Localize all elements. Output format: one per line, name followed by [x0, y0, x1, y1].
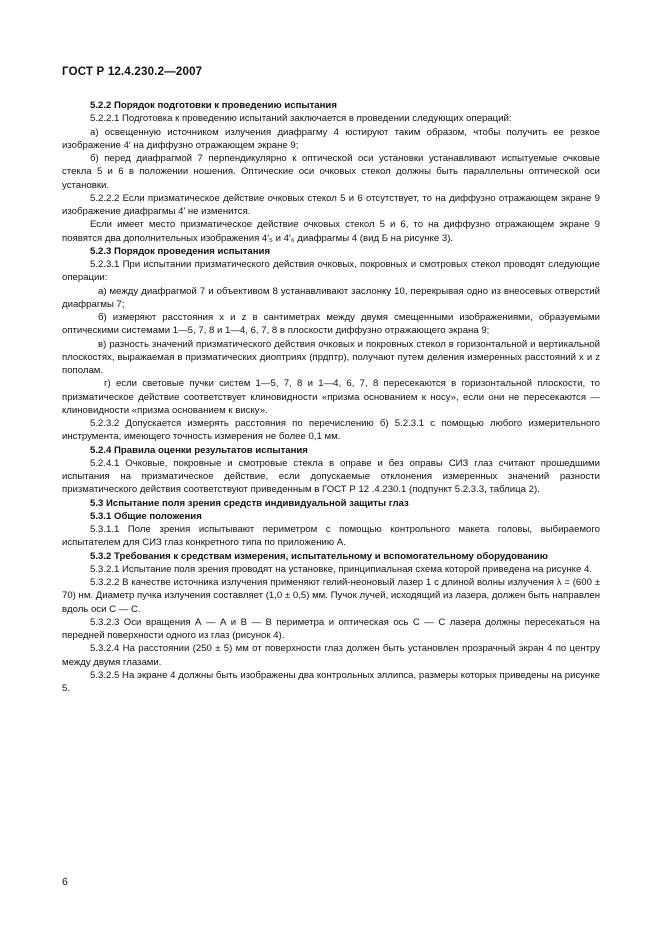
list-item: г) если световые пучки систем 1—5, 7, 8 и 1—4, 6, 7, 8 пересекаются в горизонтальной плоскости, то призматическое действие соответствует клиновидности «призма основанием к носу», если они не пересекаются — клиновидности «призма основанием к виску».: [62, 378, 600, 416]
section-heading: 5.3 Испытание поля зрения средств индивидуальной защиты глаз: [90, 497, 409, 509]
section-heading: 5.2.2 Порядок подготовки к проведению испытания: [90, 100, 337, 111]
list-item: б) измеряют расстояния x и z в сантиметрах между двумя смещенными изображениями, образуемыми оптическими системами 1—5, 7, 8 и 1—4, 6, 7, 8 в плоскости диффузно отражающего экрана 9;: [62, 312, 600, 337]
document-body: [62, 99, 600, 695]
list-item: в) разность значений призматического действия очковых и покровных стекол в горизонтальной и вертикальной плоскостях, выражаемая в призматических диоптриях (прдптр), получают путем деления измеренных расстояний x и z пополам.: [62, 338, 600, 376]
section-heading: 5.3.2 Требования к средствам измерения, испытательному и вспомогательному оборудованию: [90, 550, 548, 562]
section-heading: 5.2.4 Правила оценки результатов испытания: [90, 444, 308, 456]
paragraph: 5.2.2.1 Подготовка к проведению испытаний заключается в проведении следующих операций:: [90, 113, 512, 125]
paragraph: Если имеет место призматическое действие очковых стекол 5 и 6, то на диффузно отражающем экране 9 появятся два дополнительных изображения 4′₅ и 4′₆ диафрагмы 4 (вид Б на рисунке 3).: [62, 219, 600, 244]
section-heading: 5.3.1 Общие положения: [90, 510, 202, 522]
paragraph: 5.2.3.1 При испытании призматического действия очковых, покровных и смотровых стекол проводят следующие операции:: [62, 259, 600, 284]
paragraph: 5.3.2.4 На расстоянии (250 ± 5) мм от поверхности глаз должен быть установлен прозрачный экран 4 по центру между двумя глазами.: [62, 643, 600, 668]
paragraph: 5.3.2.2 В качестве источника излучения применяют гелий-неоновый лазер 1 с длиной волны излучения λ = (600 ± 70) нм. Диаметр пучка излучения составляет (1,0 ± 0,5) мм. Пучок лучей, исходящий из лазера, должен быть направлен вдоль оси С — С.: [62, 577, 600, 615]
paragraph: 5.3.2.1 Испытание поля зрения проводят на установке, принципиальная схема которой приведена на рисунке 4.: [90, 563, 592, 575]
list-item: а) освещенную источником излучения диафрагму 4 юстируют таким образом, чтобы получить ее резкое изображение 4′ на диффузно отражающем экране 9;: [62, 126, 600, 151]
paragraph: 5.2.3.2 Допускается измерять расстояния по перечислению б) 5.2.3.1 с помощью любого измерительного инструмента, имеющего точность измерения не более 0,1 мм.: [62, 418, 600, 443]
paragraph: 5.3.2.3 Оси вращения А — А и В — В периметра и оптическая ось С — С лазера должны пересекаться на передней поверхности одного из глаз (рисунок 4).: [62, 616, 600, 641]
document-header: ГОСТ Р 12.4.230.2—2007: [62, 66, 203, 78]
paragraph: 5.2.4.1 Очковые, покровные и смотровые стекла в оправе и без оправы СИЗ глаз считают прошедшими испытания на призматическое действие, если допускаемые отклонения измеренных значений разности призматического действия соответствуют приведенным в ГОСТ Р 12 .4.230.1 (подпункт 5.2.3.3, таблица 2).: [62, 457, 600, 496]
paragraph: 5.2.2.2 Если призматическое действие очковых стекол 5 и 6 отсутствует, то на диффузно отражающем экране 9 изображение диафрагмы 4′ не изменится.: [62, 192, 600, 217]
page-number: 6: [62, 876, 68, 888]
list-item: а) между диафрагмой 7 и объективом 8 устанавливают заслонку 10, перекрывая одно из внеосевых отверстий диафрагмы 7;: [62, 285, 600, 310]
paragraph: 5.3.2.5 На экране 4 должны быть изображены два контрольных эллипса, размеры которых приведены на рисунке 5.: [62, 669, 600, 694]
section-heading: 5.2.3 Порядок проведения испытания: [90, 245, 271, 257]
list-item: б) перед диафрагмой 7 перпендикулярно к оптической оси установки устанавливают испытуемые очковые стекла 5 и 6 в положении ношения. Оптические оси очковых стекол должны быть параллельны оптической оси установки.: [62, 153, 600, 191]
paragraph: 5.3.1.1 Поле зрения испытывают периметром с помощью контрольного макета головы, выбираемого испытателем для СИЗ глаз конкретного типа по приложению А.: [62, 524, 600, 549]
